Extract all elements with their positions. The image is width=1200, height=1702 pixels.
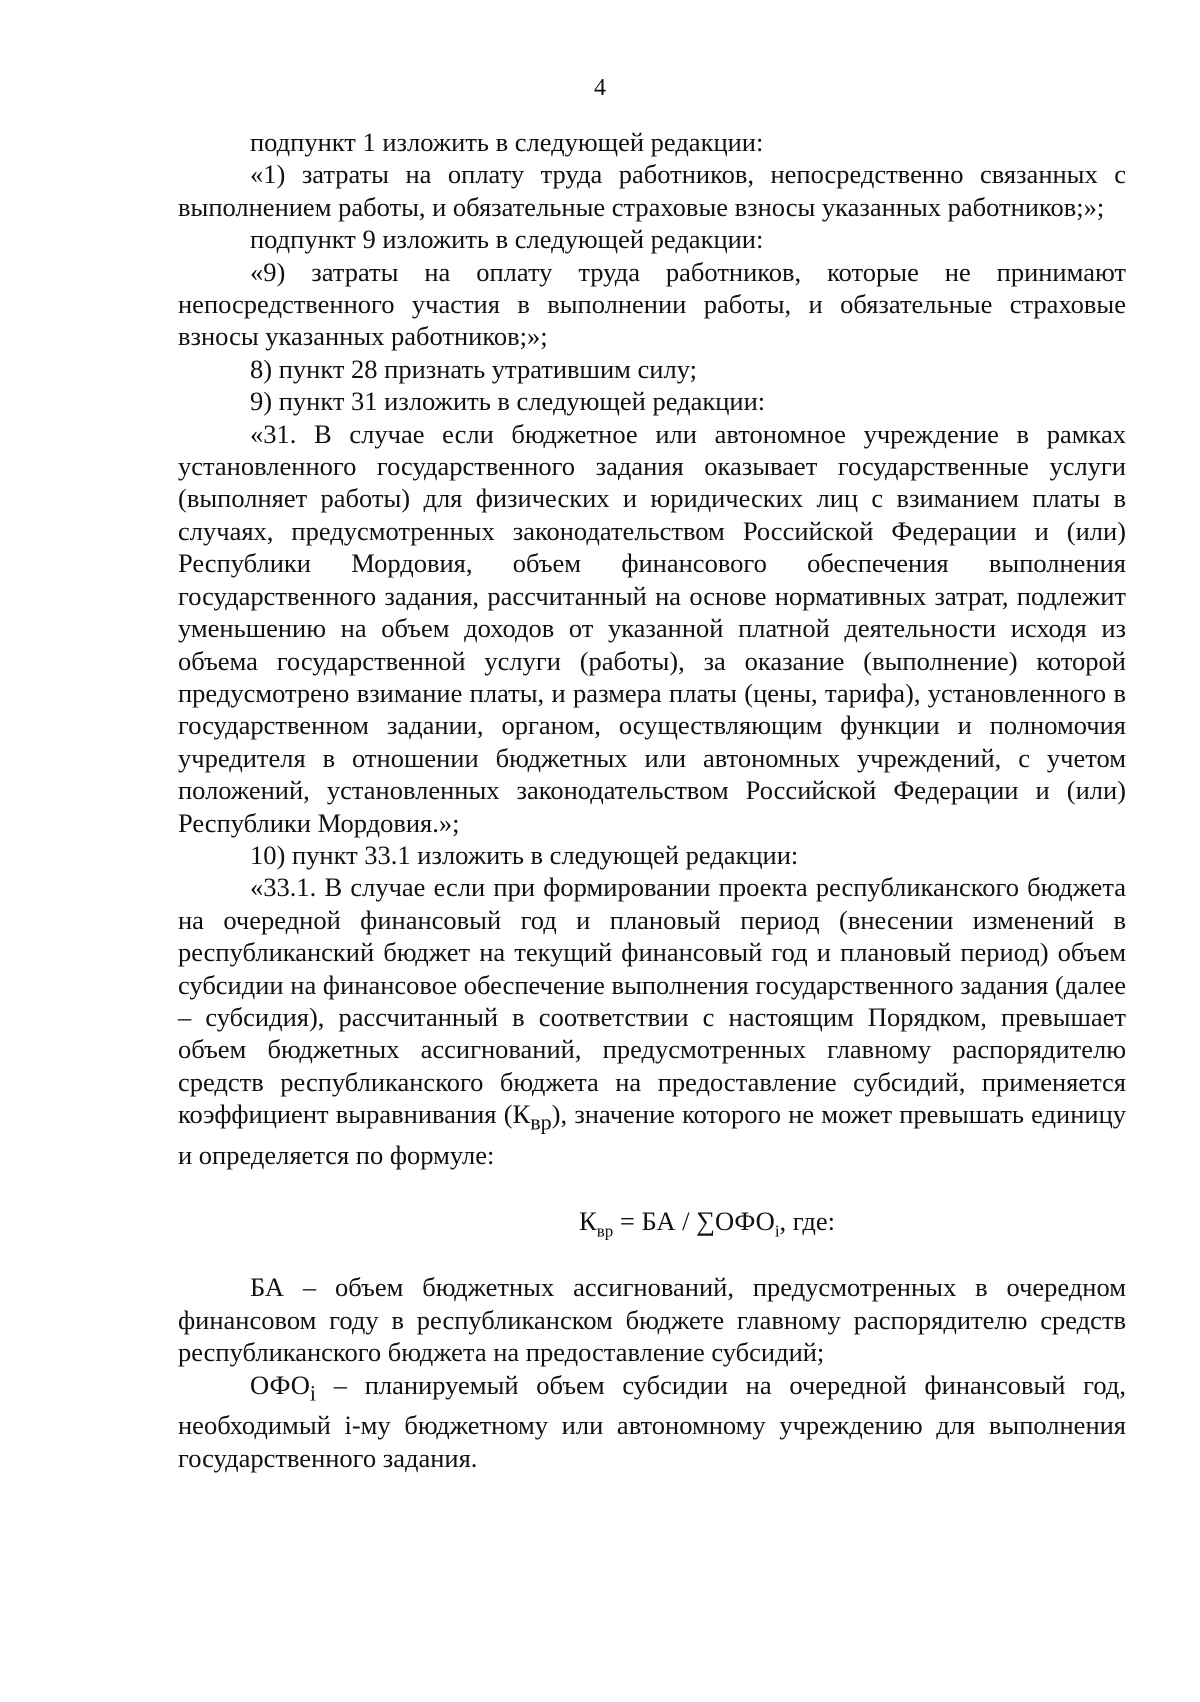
point-33-1-tail: ), значение которого не может превышать единицу и определяется по формуле: bbox=[178, 1099, 1126, 1170]
paragraph-ba-definition: БА – объем бюджетных ассигнований, предусмотренных в очередном финансовом году в республиканском бюджете главному распорядителю средств республиканского бюджета на предоставление субсидий; bbox=[178, 1272, 1126, 1368]
paragraph-point-33-1-text bbox=[178, 871, 1126, 1171]
point-33-1-main: «33.1. В случае если при формировании проекта республиканского бюджета на очередной финансовый год и плановый период (внесении изменений в республиканский бюджет на текущий финансовый год и плановый период) объем субсидии на финансовое обеспечение выполнения государственного задания (далее – субсидия), рассчитанный в соответствии с настоящим Порядком, превышает объем бюджетных ассигнований, предусмотренных главному распорядителю средств республиканского бюджета на предоставление субсидий, применяется коэффициент выравнивания (К bbox=[178, 872, 1126, 1130]
ofo-text: – планируемый объем субсидии на очередной финансовый год, необходимый i-му бюджетному или автономному учреждению для выполнения государственного задания. bbox=[178, 1369, 1126, 1473]
paragraph-subpoint-9-intro: подпункт 9 изложить в следующей редакции: bbox=[250, 224, 764, 255]
point-33-1-subscript: вр bbox=[530, 1109, 552, 1135]
paragraph-subpoint-1-intro: подпункт 1 изложить в следующей редакции: bbox=[250, 127, 764, 157]
page-number: 4 bbox=[594, 75, 606, 101]
formula bbox=[178, 1205, 1126, 1241]
paragraph-item-9: 9) пункт 31 изложить в следующей редакции: bbox=[250, 386, 766, 417]
formula-k: К bbox=[579, 1206, 597, 1237]
formula-k-subscript: вр bbox=[596, 1221, 614, 1241]
paragraph-subpoint-1-text: «1) затраты на оплату труда работников, непосредственно связанных с выполнением работы, и обязательные страховые взносы указанных работников;»; bbox=[178, 159, 1126, 222]
paragraph-item-8: 8) пункт 28 признать утратившим силу; bbox=[250, 353, 697, 384]
paragraph-subpoint-9-text: «9) затраты на оплату труда работников, которые не принимают непосредственного участия в выполнении работы, и обязательные страховые взносы указанных работников;»; bbox=[178, 256, 1126, 352]
formula-ofo-subscript: i bbox=[774, 1221, 780, 1241]
ofo-lead: ОФО bbox=[250, 1369, 310, 1400]
document-body bbox=[178, 126, 1126, 1474]
paragraph-point-31-text: «31. В случае если бюджетное или автономное учреждение в рамках установленного государственного задания оказывает государственные услуги (выполняет работы) для физических и юридических лиц с взиманием платы в случаях, предусмотренных законодательством Российской Федерации и (или) Республики Мордовия, объем финансового обеспечения выполнения государственного задания, рассчитанный на основе нормативных затрат, подлежит уменьшению на объем доходов от указанной платной деятельности исходя из объема государственной услуги (работы), за оказание (выполнение) которой предусмотрено взимание платы, и размера платы (цены, тарифа), установленного в государственном задании, органом, осуществляющим функции и полномочия учредителя в отношении бюджетных или автономных учреждений, с учетом положений, установленных законодательством Российской Федерации и (или) Республики Мордовия.»; bbox=[178, 418, 1126, 838]
paragraph-ofo-definition bbox=[178, 1369, 1126, 1475]
formula-tail: , где: bbox=[779, 1206, 835, 1237]
formula-middle: = БА / ∑ОФО bbox=[613, 1206, 775, 1237]
paragraph-item-10: 10) пункт 33.1 изложить в следующей редакции: bbox=[250, 839, 799, 870]
ofo-subscript: i bbox=[309, 1379, 316, 1405]
